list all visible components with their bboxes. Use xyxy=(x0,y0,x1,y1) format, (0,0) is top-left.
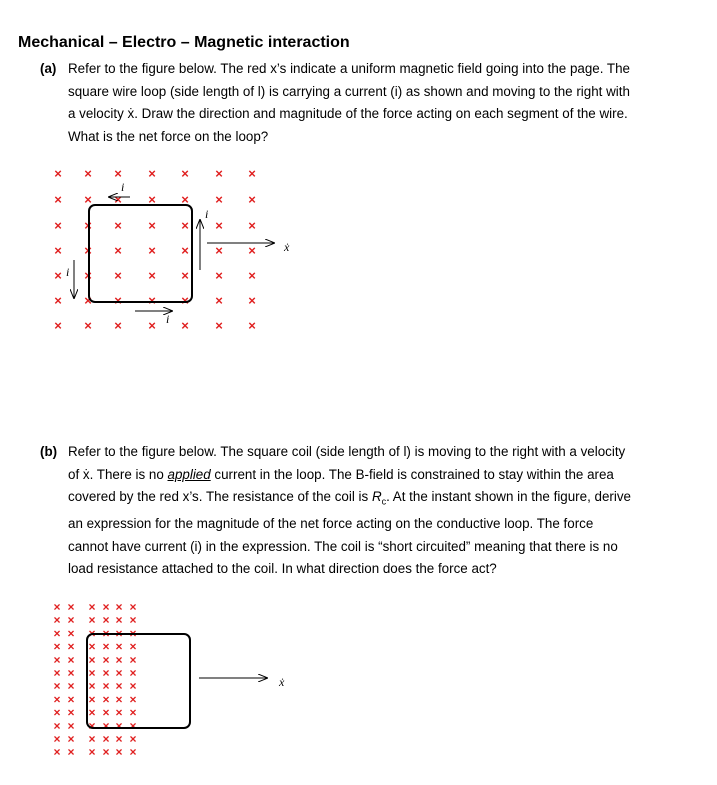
field-cross: × xyxy=(54,293,62,308)
field-cross: × xyxy=(115,692,123,707)
field-cross: × xyxy=(84,293,92,308)
question-b-line: load resistance attached to the coil. In what direction does the force act? xyxy=(68,561,497,577)
field-cross: × xyxy=(67,666,75,680)
field-cross: × xyxy=(181,318,189,333)
field-cross: × xyxy=(148,243,156,258)
field-cross: × xyxy=(54,192,62,207)
field-cross: × xyxy=(129,705,137,720)
field-cross: × xyxy=(129,679,137,694)
field-cross: × xyxy=(102,679,110,694)
field-cross: × xyxy=(181,218,189,233)
field-cross: × xyxy=(67,732,75,746)
field-cross: × xyxy=(215,192,223,207)
field-cross: × xyxy=(129,613,137,628)
field-cross: × xyxy=(102,626,110,641)
field-cross: × xyxy=(114,166,122,181)
field-cross: × xyxy=(88,639,96,654)
field-cross: × xyxy=(148,218,156,233)
field-cross: × xyxy=(102,732,110,746)
field-cross: × xyxy=(115,613,123,628)
field-cross: × xyxy=(102,666,110,680)
question-b-line: cannot have current (i) in the expression. The coil is “short circuited” meaning that there is no xyxy=(68,538,618,554)
field-cross: × xyxy=(114,318,122,333)
field-cross: × xyxy=(67,600,75,614)
field-cross: × xyxy=(115,718,123,733)
current-label-top: i xyxy=(121,180,125,194)
wire-loop-a xyxy=(89,205,192,302)
field-cross: × xyxy=(67,639,75,654)
field-cross: × xyxy=(115,705,123,720)
field-cross: × xyxy=(148,192,156,207)
field-cross: × xyxy=(148,318,156,333)
field-cross: × xyxy=(215,293,223,308)
field-cross: × xyxy=(53,652,61,667)
field-cross: × xyxy=(129,718,137,733)
field-cross: × xyxy=(115,666,123,680)
field-cross: × xyxy=(148,293,156,308)
velocity-label-b: ẋ xyxy=(279,675,285,689)
field-cross: × xyxy=(84,218,92,233)
field-cross: × xyxy=(248,218,256,233)
field-cross: × xyxy=(53,745,61,760)
field-cross: × xyxy=(115,745,123,760)
field-cross: × xyxy=(129,639,137,654)
field-cross: × xyxy=(129,652,137,667)
field-cross: × xyxy=(88,692,96,707)
field-cross: × xyxy=(53,639,61,654)
field-cross: × xyxy=(84,318,92,333)
field-cross: × xyxy=(53,600,61,614)
field-cross: × xyxy=(215,268,223,283)
field-cross: × xyxy=(129,600,137,614)
field-cross: × xyxy=(114,243,122,258)
field-cross: × xyxy=(88,718,96,733)
field-cross: × xyxy=(84,192,92,207)
field-cross: × xyxy=(53,732,61,746)
field-cross: × xyxy=(215,166,223,181)
field-cross: × xyxy=(53,666,61,680)
field-cross: × xyxy=(114,268,122,283)
field-cross: × xyxy=(102,705,110,720)
field-cross: × xyxy=(88,679,96,694)
field-cross: × xyxy=(129,626,137,641)
field-cross: × xyxy=(248,318,256,333)
field-cross: × xyxy=(114,293,122,308)
field-cross: × xyxy=(88,732,96,746)
question-a-line: a velocity ẋ. Draw the direction and magnitude of the force acting on each segment of the wire. xyxy=(68,106,628,121)
field-cross: × xyxy=(181,268,189,283)
field-cross: × xyxy=(129,692,137,707)
field-cross: × xyxy=(102,613,110,628)
field-cross: × xyxy=(181,293,189,308)
field-cross: × xyxy=(88,652,96,667)
field-cross: × xyxy=(248,293,256,308)
field-cross: × xyxy=(248,192,256,207)
field-cross: × xyxy=(54,318,62,333)
field-cross: × xyxy=(115,679,123,694)
field-cross: × xyxy=(114,192,122,207)
velocity-label-a: ẋ xyxy=(284,240,290,254)
field-cross: × xyxy=(88,666,96,680)
field-cross: × xyxy=(129,745,137,760)
field-cross: × xyxy=(114,218,122,233)
field-cross: × xyxy=(53,613,61,628)
field-cross: × xyxy=(102,692,110,707)
field-cross: × xyxy=(54,166,62,181)
section-title: Mechanical – Electro – Magnetic interaction xyxy=(18,34,350,51)
field-cross: × xyxy=(181,166,189,181)
question-b-line: covered by the red x’s. The resistance of the coil is $R_c$. At the instant shown in the figure, derive xyxy=(68,489,632,507)
field-cross: × xyxy=(88,626,96,641)
field-cross: × xyxy=(67,613,75,628)
field-cross: × xyxy=(67,679,75,694)
question-a-line: Refer to the figure below. The red x’s indicate a uniform magnetic field going into the page. The xyxy=(68,61,631,76)
field-cross: × xyxy=(248,243,256,258)
field-cross: × xyxy=(115,732,123,746)
field-cross: × xyxy=(67,626,75,641)
field-cross: × xyxy=(84,268,92,283)
field-cross: × xyxy=(67,745,75,760)
field-cross: × xyxy=(102,652,110,667)
question-b-line: of ẋ. There is no applied current in the loop. The B-field is constrained to stay within the area xyxy=(68,466,614,482)
field-cross: × xyxy=(148,268,156,283)
field-cross: × xyxy=(102,639,110,654)
field-cross: × xyxy=(54,243,62,258)
question-a-line: What is the net force on the loop? xyxy=(68,128,269,144)
magnetic-field-a xyxy=(54,166,256,333)
field-cross: × xyxy=(102,718,110,733)
field-cross: × xyxy=(115,600,123,614)
field-cross: × xyxy=(115,626,123,641)
question-b-label: (b) xyxy=(40,444,58,459)
field-cross: × xyxy=(53,626,61,641)
field-cross: × xyxy=(53,692,61,707)
field-cross: × xyxy=(88,705,96,720)
field-cross: × xyxy=(129,666,137,680)
field-cross: × xyxy=(215,218,223,233)
field-cross: × xyxy=(88,613,96,628)
field-cross: × xyxy=(67,652,75,667)
question-b-line: an expression for the magnitude of the net force acting on the conductive loop. The force xyxy=(68,516,594,532)
field-cross: × xyxy=(115,639,123,654)
field-cross: × xyxy=(53,718,61,733)
field-cross: × xyxy=(54,268,62,283)
field-cross: × xyxy=(248,166,256,181)
field-cross: × xyxy=(148,166,156,181)
field-cross: × xyxy=(129,732,137,746)
field-cross: × xyxy=(88,745,96,760)
field-cross: × xyxy=(84,166,92,181)
question-a-label: (a) xyxy=(40,61,57,76)
field-cross: × xyxy=(215,318,223,333)
field-cross: × xyxy=(53,679,61,694)
field-cross: × xyxy=(88,600,96,614)
field-cross: × xyxy=(84,243,92,258)
field-cross: × xyxy=(248,268,256,283)
field-cross: × xyxy=(67,718,75,733)
magnetic-field-b xyxy=(53,600,136,759)
current-label-bottom: i xyxy=(166,312,170,326)
field-cross: × xyxy=(54,218,62,233)
current-label-left: i xyxy=(66,265,70,279)
field-cross: × xyxy=(102,745,110,760)
field-cross: × xyxy=(67,692,75,707)
field-cross: × xyxy=(181,243,189,258)
question-b-line: Refer to the figure below. The square coil (side length of l) is moving to the right with a velocity xyxy=(68,444,626,459)
current-label-right: i xyxy=(205,207,209,221)
question-a-line: square wire loop (side length of l) is carrying a current (i) as shown and moving to the right with xyxy=(68,83,630,99)
field-cross: × xyxy=(67,705,75,720)
field-cross: × xyxy=(181,192,189,207)
field-cross: × xyxy=(53,705,61,720)
field-cross: × xyxy=(115,652,123,667)
field-cross: × xyxy=(215,243,223,258)
field-cross: × xyxy=(102,600,110,614)
